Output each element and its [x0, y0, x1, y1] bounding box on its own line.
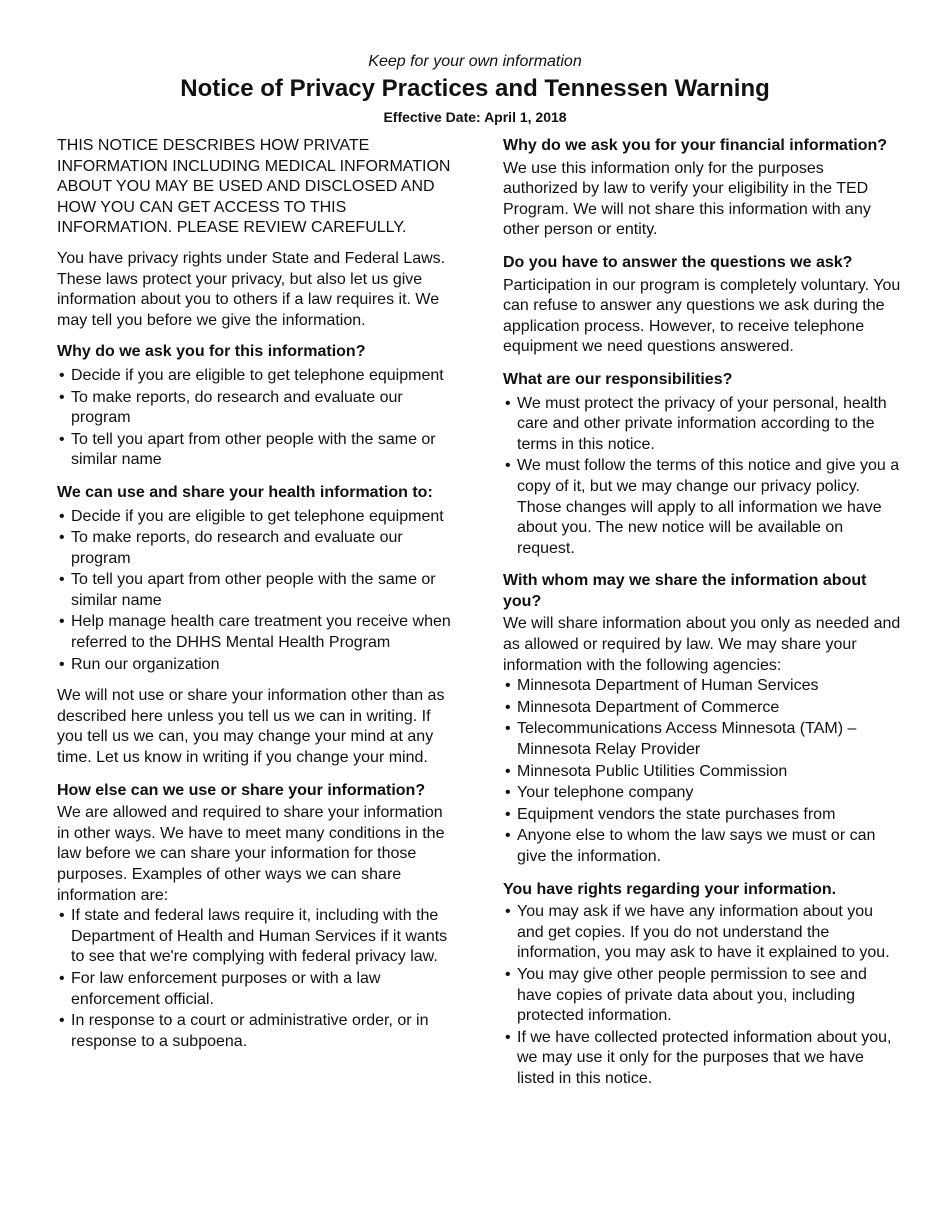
list-item: • Anyone else to whom the law says we must or can give the information.	[505, 827, 876, 865]
list-item: • We must follow the terms of this notice and give you a copy of it, but we may change our privacy policy. Those changes will apply to all information we have about you. The new notice will be available on request.	[505, 457, 900, 557]
bullet-icon: •	[59, 1012, 65, 1030]
list-item: • Run our organization	[57, 655, 452, 676]
list-item: • You may ask if we have any information about you and get copies. If you do not understand the information, you may ask to have it explained to you.	[505, 903, 890, 962]
list-item: • Minnesota Department of Human Services	[503, 676, 901, 697]
bullet-icon: •	[505, 1028, 511, 1046]
bullet-icon: •	[505, 805, 511, 823]
bullet-icon: •	[59, 529, 65, 547]
how-else-heading: How else can we use or share your information?	[57, 781, 426, 799]
answer-body: Participation in our program is completely voluntary. You can refuse to answer any questions we ask during the application process. However, to receive telephone equipment we need questions answered.	[503, 276, 901, 356]
list-item: • Decide if you are eligible to get telephone equipment	[57, 366, 452, 387]
bullet-icon: •	[505, 965, 511, 983]
use-share-section	[57, 483, 452, 769]
list-item: • If state and federal laws require it, including with the Department of Health and Human Services if it wants to see that we're complying with federal privacy law.	[59, 907, 448, 966]
list-item: • Help manage health care treatment you receive when referred to the DHHS Mental Health Program	[59, 613, 451, 652]
list-item: • Minnesota Public Utilities Commission	[503, 762, 901, 783]
how-else-section	[57, 781, 452, 1053]
bullet-icon: •	[505, 720, 511, 738]
how-else-intro: We are allowed and required to share your information in other ways. We have to meet many conditions in the law before we can share your information for those purposes. Examples of other ways we can share information are:	[57, 804, 445, 904]
why-ask-list	[57, 366, 452, 471]
financial-section	[503, 136, 901, 241]
list-item: • Telecommunications Access Minnesota (TAM) – Minnesota Relay Provider	[505, 720, 857, 759]
rights-section	[503, 880, 901, 1090]
answer-heading: Do you have to answer the questions we ask?	[503, 253, 853, 271]
financial-heading: Why do we ask you for your financial information?	[503, 137, 888, 154]
list-item: • To tell you apart from other people with the same or similar name	[59, 430, 436, 469]
rights-list	[503, 902, 901, 1089]
list-item: • You may give other people permission to see and have copies of private data about you, including protected information.	[505, 965, 867, 1025]
bullet-icon: •	[505, 784, 511, 802]
bullet-icon: •	[505, 827, 511, 845]
bullet-icon: •	[505, 762, 511, 780]
bullet-icon: •	[59, 507, 65, 525]
bullet-icon: •	[59, 613, 65, 631]
list-item: • Equipment vendors the state purchases from	[503, 805, 901, 826]
why-ask-heading: Why do we ask you for this information?	[57, 343, 366, 361]
responsibilities-list	[503, 394, 901, 560]
bullet-icon: •	[505, 903, 511, 921]
bullet-icon: •	[505, 677, 511, 695]
bullet-icon: •	[505, 457, 511, 475]
rights-heading: You have rights regarding your information.	[503, 880, 837, 898]
bullet-icon: •	[59, 655, 65, 673]
list-item: • For law enforcement purposes or with a law enforcement official.	[59, 969, 381, 1008]
list-item: • We must protect the privacy of your personal, health care and other private information according to the terms in this notice.	[505, 394, 887, 453]
list-item: • If we have collected protected information about you, we may use it only for the purposes that we have listed in this notice.	[505, 1028, 892, 1087]
how-else-list	[57, 906, 452, 1052]
why-ask-section	[57, 342, 452, 471]
bullet-icon: •	[505, 698, 511, 716]
share-with-heading: With whom may we share the information about you?	[503, 572, 867, 610]
bullet-icon: •	[59, 969, 65, 987]
bullet-icon: •	[59, 430, 65, 448]
notice-caps-paragraph: THIS NOTICE DESCRIBES HOW PRIVATE INFORMATION INCLUDING MEDICAL INFORMATION ABOUT YOU MAY BE USED AND DISCLOSED AND HOW YOU CAN GET ACCESS TO THIS INFORMATION. PLEASE REVIEW CAREFULLY.	[57, 137, 451, 237]
list-item: • To make reports, do research and evaluate our program	[59, 529, 403, 567]
bullet-icon: •	[59, 907, 65, 925]
bullet-icon: •	[505, 394, 511, 412]
effective-date: Effective Date: April 1, 2018	[383, 109, 567, 125]
list-item: • To tell you apart from other people with the same or similar name	[59, 571, 436, 609]
use-share-after-paragraph: We will not use or share your information other than as described here unless you tell us we can in writing. If you tell us we can, you may change your mind at any time. Let us know in writing if you change your mind.	[57, 687, 445, 767]
responsibilities-heading: What are our responsibilities?	[503, 370, 733, 388]
list-item: • Your telephone company	[503, 783, 901, 804]
bullet-icon: •	[59, 366, 65, 384]
bullet-icon: •	[59, 571, 65, 589]
list-item: • In response to a court or administrative order, or in response to a subpoena.	[59, 1012, 429, 1050]
share-with-section	[503, 571, 901, 867]
share-with-list	[503, 676, 901, 867]
left-column	[57, 136, 452, 1064]
share-with-body: We will share information about you only as needed and as allowed or required by law. We may share your information with the following agencies:	[503, 615, 901, 674]
document-header	[0, 50, 950, 128]
use-share-list	[57, 507, 452, 676]
bullet-icon: •	[59, 388, 65, 406]
kicker-text: Keep for your own information	[368, 53, 582, 70]
rights-intro-paragraph: You have privacy rights under State and Federal Laws. These laws protect your privacy, but also let us give information about you to others if a law requires it. We may tell you before we give the information.	[57, 249, 446, 329]
right-column	[503, 136, 901, 1102]
list-item: • Minnesota Department of Commerce	[503, 698, 901, 719]
page-title: Notice of Privacy Practices and Tennessen Warning	[180, 75, 770, 102]
answer-section	[503, 253, 901, 358]
list-item: • To make reports, do research and evaluate our program	[59, 388, 403, 427]
use-share-heading: We can use and share your health information to:	[57, 483, 433, 501]
financial-body: We use this information only for the purposes authorized by law to verify your eligibility in the TED Program. We will not share this information with any other person or entity.	[503, 159, 871, 239]
responsibilities-section	[503, 370, 901, 559]
list-item: • Decide if you are eligible to get telephone equipment	[57, 507, 452, 528]
